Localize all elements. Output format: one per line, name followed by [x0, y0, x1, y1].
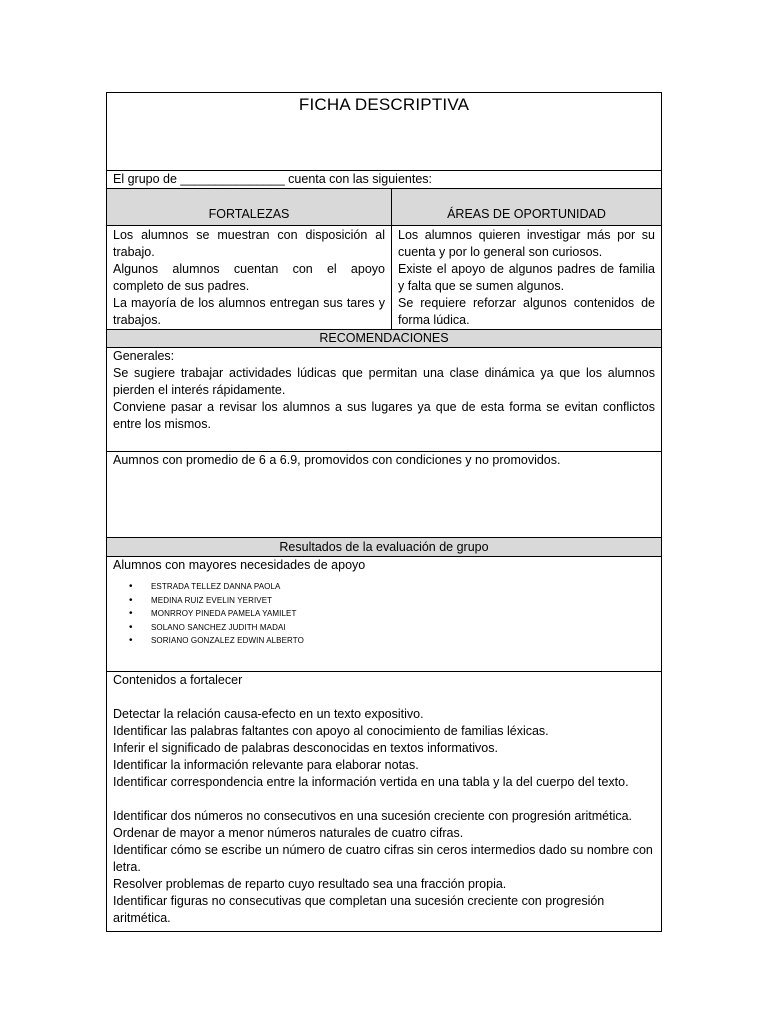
- support-label: Alumnos con mayores necesidades de apoyo: [113, 558, 366, 572]
- content-item: Resolver problemas de reparto cuyo resultado sea una fracción propia.: [113, 877, 507, 891]
- strength-item: La mayoría de los alumnos entregan sus tares y trabajos.: [113, 296, 385, 327]
- content-item: Identificar figuras no consecutivas que completan una sucesión creciente con progresión aritmética.: [113, 894, 605, 925]
- content-item: Identificar dos números no consecutivos en una sucesión creciente con progresión aritmética.: [113, 809, 633, 823]
- opportunity-item: Existe el apoyo de algunos padres de familia y falta que se sumen algunos.: [398, 262, 655, 293]
- strengths-opportunities-row: [107, 226, 661, 330]
- content-item: Identificar las palabras faltantes con apoyo al conocimiento de familias léxicas.: [113, 724, 549, 738]
- content-item: Detectar la relación causa-efecto en un texto expositivo.: [113, 707, 424, 721]
- recommendations-header: RECOMENDACIONES: [319, 331, 449, 345]
- content-item: Identificar cómo se escribe un número de cuatro cifras sin ceros intermedios dado su nombre con letra.: [113, 843, 653, 874]
- recommendations-label: Generales:: [113, 349, 175, 363]
- content-item: Inferir el significado de palabras desconocidas en textos informativos.: [113, 741, 498, 755]
- contents-row: [107, 672, 661, 933]
- support-students-row: [107, 557, 661, 672]
- descriptive-sheet-table: [106, 92, 662, 932]
- opportunity-item: Los alumnos quieren investigar más por su cuenta y por lo general son curiosos.: [398, 228, 655, 259]
- student-list-item: • SOLANO SANCHEZ JUDITH MADAI: [151, 621, 655, 635]
- results-header-row: [107, 538, 661, 557]
- student-list-item: • SORIANO GONZALEZ EDWIN ALBERTO: [151, 634, 655, 648]
- content-item: Identificar correspondencia entre la información vertida en una tabla y la del cuerpo del texto.: [113, 775, 629, 789]
- opportunities-list: [392, 226, 661, 329]
- group-line-row: [107, 171, 661, 189]
- student-list-item: • ESTRADA TELLEZ DANNA PAOLA: [151, 580, 655, 594]
- recommendation-item: Se sugiere trabajar actividades lúdicas que permitan una clase dinámica ya que los alumnos pierden el interés rápidamente.: [113, 366, 655, 397]
- recommendations-content: [107, 348, 661, 452]
- student-list-item: • MONRROY PINEDA PAMELA YAMILET: [151, 607, 655, 621]
- page-title: FICHA DESCRIPTIVA: [298, 95, 470, 114]
- strengths-header: FORTALEZAS: [107, 189, 392, 225]
- content-item: Ordenar de mayor a menor números naturales de cuatro cifras.: [113, 826, 464, 840]
- strength-item: Algunos alumnos cuentan con el apoyo completo de sus padres.: [113, 262, 385, 293]
- students-note-row: [107, 452, 661, 538]
- title-row: [107, 93, 661, 171]
- strengths-list: [107, 226, 392, 329]
- results-header: Resultados de la evaluación de grupo: [279, 540, 489, 554]
- columns-header-row: [107, 189, 661, 226]
- recommendations-header-row: [107, 330, 661, 348]
- group-line: El grupo de _______________ cuenta con las siguientes:: [113, 172, 433, 186]
- opportunities-header: ÁREAS DE OPORTUNIDAD: [447, 207, 606, 221]
- recommendation-item: Conviene pasar a revisar los alumnos a sus lugares ya que de esta forma se evitan conflictos entre los mismos.: [113, 400, 655, 431]
- strength-item: Los alumnos se muestran con disposición al trabajo.: [113, 228, 385, 259]
- students-list: [113, 580, 655, 648]
- students-note: Aumnos con promedio de 6 a 6.9, promovidos con condiciones y no promovidos.: [113, 453, 561, 467]
- content-item: Identificar la información relevante para elaborar notas.: [113, 758, 419, 772]
- opportunity-item: Se requiere reforzar algunos contenidos de forma lúdica.: [398, 296, 655, 327]
- contents-label: Contenidos a fortalecer: [113, 673, 243, 687]
- student-list-item: • MEDINA RUIZ EVELIN YERIVET: [151, 594, 655, 608]
